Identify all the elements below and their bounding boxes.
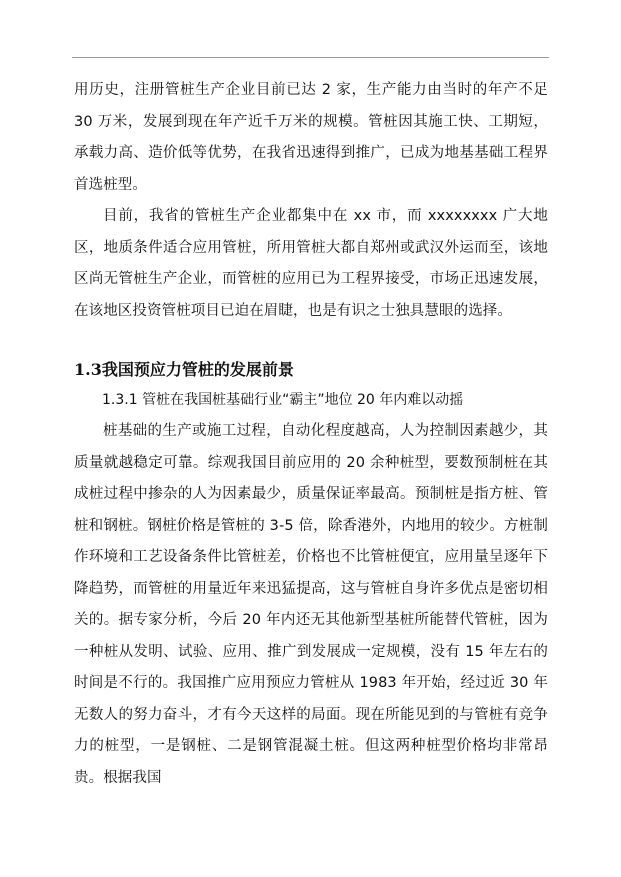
paragraph-continued-history: 用历史，注册管桩生产企业目前已达 2 家，生产能力由当时的年产不足 30 万米，发展到现在年产近千万米的规模。管桩因其施工快、工期短，承载力高、造价低等优势，在我省迅速得到推广，已成为地基基础工程界首选桩型。 (74, 82, 548, 193)
paragraph-current-situation: 目前，我省的管桩生产企业都集中在 xx 市，而 xxxxxxxx 广大地区，地质条件适合应用管桩，所用管桩大都自郑州或武汉外运而至，该地区尚无管桩生产企业，而管桩的应用已为工程界接受，市场正迅速发展，在该地区投资管桩项目已迫在眉睫，也是有识之士独具慧眼的选择。 (74, 208, 548, 319)
document-body (74, 75, 548, 794)
section-heading: 1.3我国预应力管桩的发展前景 (74, 360, 294, 379)
paragraph-pile-foundation: 桩基础的生产或施工过程，自动化程度越高，人为控制因素越少，其质量就越稳定可靠。综观我国目前应用的 20 余种桩型，要数预制桩在其成桩过程中掺杂的人为因素最少，质量保证率最高。预制桩是指方桩、管桩和钢桩。钢桩价格是管桩的 3-5 倍，除香港外，内地用的较少。方桩制作环境和工艺设备条件比管桩差，价格也不比管桩便宜，应用量呈逐年下降趋势，而管桩的用量近年来迅猛提高，这与管桩自身许多优点是密切相关的。据专家分析，今后 20 年内还无其他新型基桩所能替代管桩，因为一种桩从发明、试验、应用、推广到发展成一定规模，没有 15 年左右的时间是不行的。我国推广应用预应力管桩从 1983 年开始，经过近 30 年无数人的努力奋斗，才有今天这样的局面。现在所能见到的与管桩有竞争力的桩型，一是钢桩、二是钢管混凝土桩。但这两种桩型价格均非常昂贵。根据我国 (74, 423, 548, 786)
header-rule (72, 57, 549, 58)
subsection-heading: 1.3.1 管桩在我国桩基础行业“霸主”地位 20 年内难以动摇 (102, 392, 464, 408)
